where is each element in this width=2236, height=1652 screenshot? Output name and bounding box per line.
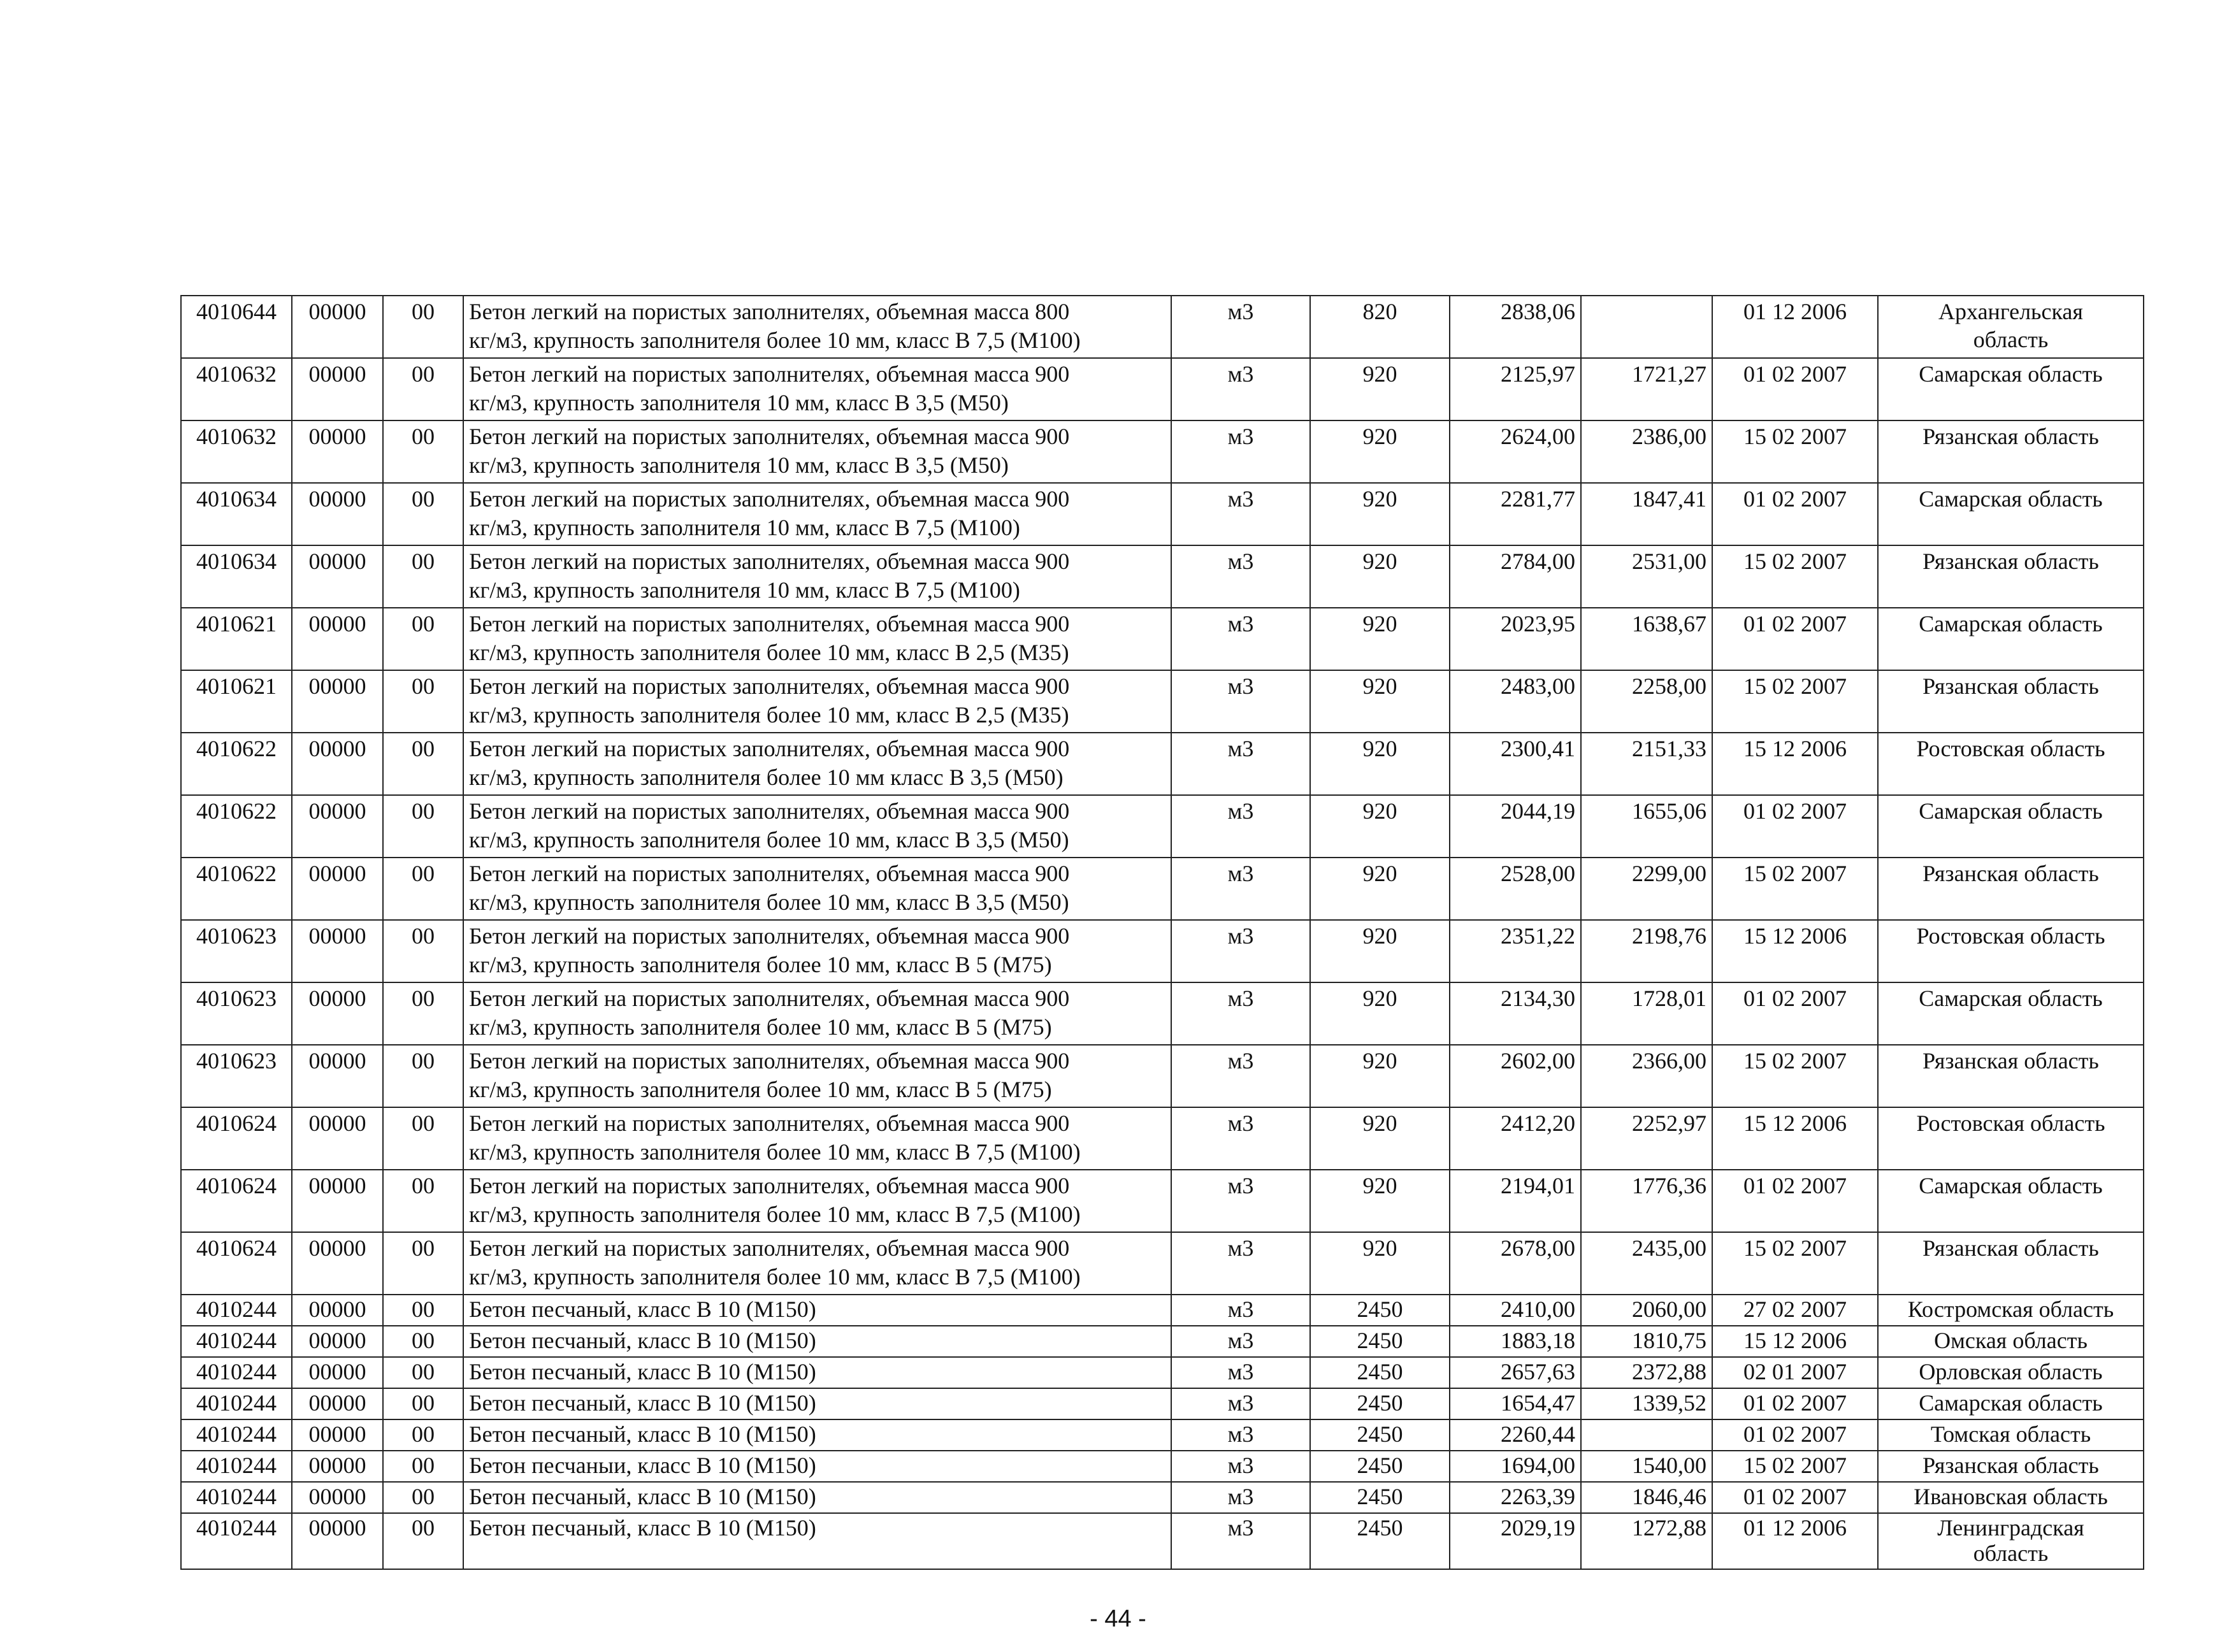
price-alt-cell: 1339,52 — [1581, 1388, 1712, 1419]
price-alt-cell: 1776,36 — [1581, 1170, 1712, 1232]
price-cell: 2412,20 — [1450, 1107, 1581, 1170]
date-cell: 01 12 2006 — [1712, 296, 1878, 358]
region-cell: Рязанская область — [1878, 858, 2144, 920]
item-code-cell: 4010623 — [181, 920, 292, 982]
table-body — [181, 296, 2144, 1569]
table-row — [181, 358, 2144, 420]
description-cell: Бетон песчаный, класс В 10 (М150) — [463, 1388, 1171, 1419]
price-cell: 2260,44 — [1450, 1419, 1581, 1451]
unit-cell: м3 — [1171, 1295, 1310, 1326]
price-cell: 1883,18 — [1450, 1326, 1581, 1357]
mass-cell: 920 — [1310, 1045, 1450, 1107]
suffix-code-cell: 00 — [383, 1326, 463, 1357]
date-cell: 01 12 2006 — [1712, 1513, 1878, 1569]
price-alt-cell: 1540,00 — [1581, 1451, 1712, 1482]
unit-cell: м3 — [1171, 358, 1310, 420]
unit-cell: м3 — [1171, 296, 1310, 358]
sub-code-cell: 00000 — [292, 420, 383, 483]
price-cell: 1694,00 — [1450, 1451, 1581, 1482]
unit-cell: м3 — [1171, 1482, 1310, 1513]
date-cell: 01 02 2007 — [1712, 483, 1878, 545]
description-cell: Бетон легкий на пористых заполнителях, объемная масса 900 кг/м3, крупность заполнителя более 10 мм, класс В 7,5 (М100) — [463, 1170, 1171, 1232]
mass-cell: 920 — [1310, 858, 1450, 920]
date-cell: 01 02 2007 — [1712, 1388, 1878, 1419]
description-cell: Бетон легкий на пористых заполнителях, объемная масса 900 кг/м3, крупность заполнителя более 10 мм, класс В 3,5 (М50) — [463, 795, 1171, 858]
description-cell: Бетон легкий на пористых заполнителях, объемная масса 900 кг/м3, крупность заполнителя более 10 мм, класс В 5 (М75) — [463, 920, 1171, 982]
description-cell: Бетон легкий на пористых заполнителях, объемная масса 900 кг/м3, крупность заполнителя более 10 мм, класс В 5 (М75) — [463, 982, 1171, 1045]
date-cell: 01 02 2007 — [1712, 358, 1878, 420]
item-code-cell: 4010244 — [181, 1295, 292, 1326]
sub-code-cell: 00000 — [292, 670, 383, 733]
region-cell: Томская область — [1878, 1419, 2144, 1451]
price-alt-cell — [1581, 1419, 1712, 1451]
description-cell: Бетон легкий на пористых заполнителях, объемная масса 900 кг/м3, крупность заполнителя более 10 мм класс В 3,5 (М50) — [463, 733, 1171, 795]
price-cell: 2029,19 — [1450, 1513, 1581, 1569]
unit-cell: м3 — [1171, 1232, 1310, 1295]
price-alt-cell: 1810,75 — [1581, 1326, 1712, 1357]
region-cell: Самарская область — [1878, 1388, 2144, 1419]
description-cell: Бетон легкий на пористых заполнителях, объемная масса 900 кг/м3, крупность заполнителя более 10 мм, класс В 5 (М75) — [463, 1045, 1171, 1107]
unit-cell: м3 — [1171, 1357, 1310, 1388]
sub-code-cell: 00000 — [292, 1388, 383, 1419]
item-code-cell: 4010634 — [181, 483, 292, 545]
date-cell: 01 02 2007 — [1712, 608, 1878, 670]
mass-cell: 920 — [1310, 795, 1450, 858]
price-alt-cell: 2372,88 — [1581, 1357, 1712, 1388]
unit-cell: м3 — [1171, 795, 1310, 858]
item-code-cell: 4010624 — [181, 1232, 292, 1295]
price-alt-cell: 1846,46 — [1581, 1482, 1712, 1513]
item-code-cell: 4010244 — [181, 1326, 292, 1357]
suffix-code-cell: 00 — [383, 982, 463, 1045]
description-cell: Бетон песчаный, класс В 10 (М150) — [463, 1326, 1171, 1357]
unit-cell: м3 — [1171, 420, 1310, 483]
region-cell: Архангельская область — [1878, 296, 2144, 358]
suffix-code-cell: 00 — [383, 920, 463, 982]
date-cell: 01 02 2007 — [1712, 1170, 1878, 1232]
table-row — [181, 920, 2144, 982]
mass-cell: 920 — [1310, 982, 1450, 1045]
price-cell: 2281,77 — [1450, 483, 1581, 545]
suffix-code-cell: 00 — [383, 296, 463, 358]
mass-cell: 2450 — [1310, 1451, 1450, 1482]
description-cell: Бетон легкий на пористых заполнителях, объемная масса 900 кг/м3, крупность заполнителя более 10 мм, класс В 2,5 (М35) — [463, 670, 1171, 733]
price-alt-cell: 2366,00 — [1581, 1045, 1712, 1107]
table-row — [181, 858, 2144, 920]
mass-cell: 920 — [1310, 1107, 1450, 1170]
price-cell: 2624,00 — [1450, 420, 1581, 483]
region-cell: Рязанская область — [1878, 1045, 2144, 1107]
mass-cell: 920 — [1310, 1170, 1450, 1232]
date-cell: 02 01 2007 — [1712, 1357, 1878, 1388]
sub-code-cell: 00000 — [292, 982, 383, 1045]
sub-code-cell: 00000 — [292, 1326, 383, 1357]
region-cell: Ленинградская область — [1878, 1513, 2144, 1569]
sub-code-cell: 00000 — [292, 1045, 383, 1107]
sub-code-cell: 00000 — [292, 1419, 383, 1451]
table-row — [181, 1419, 2144, 1451]
suffix-code-cell: 00 — [383, 1513, 463, 1569]
description-cell: Бетон легкий на пористых заполнителях, объемная масса 900 кг/м3, крупность заполнителя более 10 мм, класс В 3,5 (М50) — [463, 858, 1171, 920]
price-alt-cell: 2151,33 — [1581, 733, 1712, 795]
price-alt-cell — [1581, 296, 1712, 358]
item-code-cell: 4010624 — [181, 1107, 292, 1170]
description-cell: Бетон песчаный, класс В 10 (М150) — [463, 1482, 1171, 1513]
table-row — [181, 1451, 2144, 1482]
mass-cell: 920 — [1310, 1232, 1450, 1295]
price-cell: 2410,00 — [1450, 1295, 1581, 1326]
item-code-cell: 4010621 — [181, 670, 292, 733]
item-code-cell: 4010244 — [181, 1451, 292, 1482]
date-cell: 15 12 2006 — [1712, 1107, 1878, 1170]
region-cell: Самарская область — [1878, 1170, 2144, 1232]
price-alt-cell: 2299,00 — [1581, 858, 1712, 920]
description-cell: Бетон легкий на пористых заполнителях, объемная масса 800 кг/м3, крупность заполнителя более 10 мм, класс В 7,5 (М100) — [463, 296, 1171, 358]
mass-cell: 2450 — [1310, 1388, 1450, 1419]
price-alt-cell: 1638,67 — [1581, 608, 1712, 670]
table-row — [181, 1513, 2144, 1569]
description-cell: Бетон легкий на пористых заполнителях, объемная масса 900 кг/м3, крупность заполнителя более 10 мм, класс В 7,5 (М100) — [463, 1232, 1171, 1295]
unit-cell: м3 — [1171, 483, 1310, 545]
sub-code-cell: 00000 — [292, 795, 383, 858]
suffix-code-cell: 00 — [383, 670, 463, 733]
item-code-cell: 4010632 — [181, 420, 292, 483]
sub-code-cell: 00000 — [292, 1170, 383, 1232]
unit-cell: м3 — [1171, 982, 1310, 1045]
date-cell: 15 02 2007 — [1712, 858, 1878, 920]
price-cell: 2194,01 — [1450, 1170, 1581, 1232]
region-cell: Самарская область — [1878, 608, 2144, 670]
date-cell: 15 12 2006 — [1712, 733, 1878, 795]
price-alt-cell: 2060,00 — [1581, 1295, 1712, 1326]
item-code-cell: 4010623 — [181, 1045, 292, 1107]
description-cell: Бетон легкий на пористых заполнителях, объемная масса 900 кг/м3, крупность заполнителя более 10 мм, класс В 7,5 (М100) — [463, 1107, 1171, 1170]
suffix-code-cell: 00 — [383, 1388, 463, 1419]
table-row — [181, 1388, 2144, 1419]
suffix-code-cell: 00 — [383, 358, 463, 420]
date-cell: 27 02 2007 — [1712, 1295, 1878, 1326]
description-cell: Бетон легкий на пористых заполнителях, объемная масса 900 кг/м3, крупность заполнителя 10 мм, класс В 7,5 (М100) — [463, 483, 1171, 545]
unit-cell: м3 — [1171, 1045, 1310, 1107]
description-cell: Бетон песчаный, класс В 10 (М150) — [463, 1513, 1171, 1569]
region-cell: Самарская область — [1878, 483, 2144, 545]
price-alt-cell: 1655,06 — [1581, 795, 1712, 858]
unit-cell: м3 — [1171, 670, 1310, 733]
region-cell: Ростовская область — [1878, 733, 2144, 795]
price-alt-cell: 1847,41 — [1581, 483, 1712, 545]
table-row — [181, 545, 2144, 608]
sub-code-cell: 00000 — [292, 296, 383, 358]
unit-cell: м3 — [1171, 1107, 1310, 1170]
price-alt-cell: 2198,76 — [1581, 920, 1712, 982]
suffix-code-cell: 00 — [383, 1451, 463, 1482]
region-cell: Самарская область — [1878, 358, 2144, 420]
item-code-cell: 4010244 — [181, 1513, 292, 1569]
region-cell: Рязанская область — [1878, 1451, 2144, 1482]
sub-code-cell: 00000 — [292, 1482, 383, 1513]
item-code-cell: 4010622 — [181, 733, 292, 795]
region-cell: Омская область — [1878, 1326, 2144, 1357]
suffix-code-cell: 00 — [383, 1295, 463, 1326]
sub-code-cell: 00000 — [292, 358, 383, 420]
region-cell: Орловская область — [1878, 1357, 2144, 1388]
unit-cell: м3 — [1171, 1451, 1310, 1482]
table-row — [181, 296, 2144, 358]
table-row — [181, 608, 2144, 670]
suffix-code-cell: 00 — [383, 858, 463, 920]
region-cell: Костромская область — [1878, 1295, 2144, 1326]
suffix-code-cell: 00 — [383, 1419, 463, 1451]
description-cell: Бетон легкий на пористых заполнителях, объемная масса 900 кг/м3, крупность заполнителя 10 мм, класс В 3,5 (М50) — [463, 420, 1171, 483]
region-cell: Рязанская область — [1878, 545, 2144, 608]
description-cell: Бетон песчаныи, класс В 10 (М150) — [463, 1451, 1171, 1482]
table-row — [181, 670, 2144, 733]
date-cell: 15 02 2007 — [1712, 420, 1878, 483]
table-row — [181, 1107, 2144, 1170]
item-code-cell: 4010634 — [181, 545, 292, 608]
table-row — [181, 1295, 2144, 1326]
region-cell: Рязанская область — [1878, 420, 2144, 483]
table-row — [181, 1357, 2144, 1388]
sub-code-cell: 00000 — [292, 1295, 383, 1326]
item-code-cell: 4010621 — [181, 608, 292, 670]
unit-cell: м3 — [1171, 608, 1310, 670]
table-row — [181, 1326, 2144, 1357]
price-cell: 2784,00 — [1450, 545, 1581, 608]
sub-code-cell: 00000 — [292, 1513, 383, 1569]
sub-code-cell: 00000 — [292, 1357, 383, 1388]
item-code-cell: 4010622 — [181, 858, 292, 920]
sub-code-cell: 00000 — [292, 1232, 383, 1295]
description-cell: Бетон песчаный, класс В 10 (М150) — [463, 1357, 1171, 1388]
price-cell: 2483,00 — [1450, 670, 1581, 733]
item-code-cell: 4010244 — [181, 1357, 292, 1388]
unit-cell: м3 — [1171, 920, 1310, 982]
date-cell: 01 02 2007 — [1712, 1419, 1878, 1451]
mass-cell: 920 — [1310, 670, 1450, 733]
description-cell: Бетон песчаный, класс В 10 (М150) — [463, 1419, 1171, 1451]
mass-cell: 2450 — [1310, 1419, 1450, 1451]
date-cell: 01 02 2007 — [1712, 795, 1878, 858]
price-cell: 2657,63 — [1450, 1357, 1581, 1388]
mass-cell: 820 — [1310, 296, 1450, 358]
price-alt-cell: 2258,00 — [1581, 670, 1712, 733]
table-row — [181, 1170, 2144, 1232]
mass-cell: 920 — [1310, 358, 1450, 420]
sub-code-cell: 00000 — [292, 858, 383, 920]
price-cell: 2678,00 — [1450, 1232, 1581, 1295]
suffix-code-cell: 00 — [383, 795, 463, 858]
mass-cell: 920 — [1310, 920, 1450, 982]
price-alt-cell: 1272,88 — [1581, 1513, 1712, 1569]
mass-cell: 2450 — [1310, 1513, 1450, 1569]
mass-cell: 920 — [1310, 420, 1450, 483]
mass-cell: 920 — [1310, 545, 1450, 608]
date-cell: 15 02 2007 — [1712, 1232, 1878, 1295]
table-row — [181, 733, 2144, 795]
price-alt-cell: 2386,00 — [1581, 420, 1712, 483]
table-row — [181, 1482, 2144, 1513]
table-row — [181, 1045, 2144, 1107]
mass-cell: 2450 — [1310, 1482, 1450, 1513]
table-row — [181, 795, 2144, 858]
price-cell: 2044,19 — [1450, 795, 1581, 858]
price-table — [180, 295, 2144, 1570]
item-code-cell: 4010632 — [181, 358, 292, 420]
price-cell: 2300,41 — [1450, 733, 1581, 795]
price-alt-cell: 2531,00 — [1581, 545, 1712, 608]
sub-code-cell: 00000 — [292, 920, 383, 982]
item-code-cell: 4010644 — [181, 296, 292, 358]
date-cell: 15 02 2007 — [1712, 545, 1878, 608]
item-code-cell: 4010622 — [181, 795, 292, 858]
description-cell: Бетон песчаный, класс В 10 (М150) — [463, 1295, 1171, 1326]
sub-code-cell: 00000 — [292, 608, 383, 670]
region-cell: Ивановская область — [1878, 1482, 2144, 1513]
region-cell: Ростовская область — [1878, 1107, 2144, 1170]
price-alt-cell: 2252,97 — [1581, 1107, 1712, 1170]
unit-cell: м3 — [1171, 1170, 1310, 1232]
unit-cell: м3 — [1171, 545, 1310, 608]
item-code-cell: 4010244 — [181, 1419, 292, 1451]
suffix-code-cell: 00 — [383, 1232, 463, 1295]
unit-cell: м3 — [1171, 858, 1310, 920]
price-cell: 2351,22 — [1450, 920, 1581, 982]
region-cell: Рязанская область — [1878, 670, 2144, 733]
date-cell: 15 12 2006 — [1712, 920, 1878, 982]
item-code-cell: 4010623 — [181, 982, 292, 1045]
price-alt-cell: 1728,01 — [1581, 982, 1712, 1045]
sub-code-cell: 00000 — [292, 1107, 383, 1170]
unit-cell: м3 — [1171, 733, 1310, 795]
suffix-code-cell: 00 — [383, 420, 463, 483]
mass-cell: 2450 — [1310, 1295, 1450, 1326]
region-cell: Самарская область — [1878, 982, 2144, 1045]
suffix-code-cell: 00 — [383, 1107, 463, 1170]
item-code-cell: 4010624 — [181, 1170, 292, 1232]
suffix-code-cell: 00 — [383, 545, 463, 608]
suffix-code-cell: 00 — [383, 1170, 463, 1232]
price-cell: 2023,95 — [1450, 608, 1581, 670]
page-number: - 44 - — [1090, 1605, 1146, 1632]
mass-cell: 2450 — [1310, 1357, 1450, 1388]
date-cell: 15 02 2007 — [1712, 1045, 1878, 1107]
price-cell: 2263,39 — [1450, 1482, 1581, 1513]
item-code-cell: 4010244 — [181, 1482, 292, 1513]
mass-cell: 920 — [1310, 733, 1450, 795]
suffix-code-cell: 00 — [383, 1482, 463, 1513]
suffix-code-cell: 00 — [383, 733, 463, 795]
sub-code-cell: 00000 — [292, 545, 383, 608]
table-row — [181, 483, 2144, 545]
suffix-code-cell: 00 — [383, 1357, 463, 1388]
suffix-code-cell: 00 — [383, 1045, 463, 1107]
date-cell: 15 12 2006 — [1712, 1326, 1878, 1357]
price-cell: 2602,00 — [1450, 1045, 1581, 1107]
date-cell: 01 02 2007 — [1712, 1482, 1878, 1513]
unit-cell: м3 — [1171, 1419, 1310, 1451]
table-row — [181, 982, 2144, 1045]
item-code-cell: 4010244 — [181, 1388, 292, 1419]
price-cell: 2528,00 — [1450, 858, 1581, 920]
unit-cell: м3 — [1171, 1513, 1310, 1569]
unit-cell: м3 — [1171, 1388, 1310, 1419]
table-row — [181, 1232, 2144, 1295]
description-cell: Бетон легкий на пористых заполнителях, объемная масса 900 кг/м3, крупность заполнителя 10 мм, класс В 3,5 (М50) — [463, 358, 1171, 420]
price-cell: 2134,30 — [1450, 982, 1581, 1045]
mass-cell: 920 — [1310, 608, 1450, 670]
price-cell: 2838,06 — [1450, 296, 1581, 358]
price-alt-cell: 1721,27 — [1581, 358, 1712, 420]
table-row — [181, 420, 2144, 483]
mass-cell: 920 — [1310, 483, 1450, 545]
region-cell: Самарская область — [1878, 795, 2144, 858]
sub-code-cell: 00000 — [292, 733, 383, 795]
mass-cell: 2450 — [1310, 1326, 1450, 1357]
price-cell: 2125,97 — [1450, 358, 1581, 420]
suffix-code-cell: 00 — [383, 483, 463, 545]
suffix-code-cell: 00 — [383, 608, 463, 670]
region-cell: Рязанская область — [1878, 1232, 2144, 1295]
description-cell: Бетон легкий на пористых заполнителях, объемная масса 900 кг/м3, крупность заполнителя более 10 мм, класс В 2,5 (М35) — [463, 608, 1171, 670]
sub-code-cell: 00000 — [292, 1451, 383, 1482]
price-cell: 1654,47 — [1450, 1388, 1581, 1419]
unit-cell: м3 — [1171, 1326, 1310, 1357]
date-cell: 15 02 2007 — [1712, 1451, 1878, 1482]
date-cell: 01 02 2007 — [1712, 982, 1878, 1045]
price-alt-cell: 2435,00 — [1581, 1232, 1712, 1295]
sub-code-cell: 00000 — [292, 483, 383, 545]
description-cell: Бетон легкий на пористых заполнителях, объемная масса 900 кг/м3, крупность заполнителя 10 мм, класс В 7,5 (М100) — [463, 545, 1171, 608]
region-cell: Ростовская область — [1878, 920, 2144, 982]
date-cell: 15 02 2007 — [1712, 670, 1878, 733]
